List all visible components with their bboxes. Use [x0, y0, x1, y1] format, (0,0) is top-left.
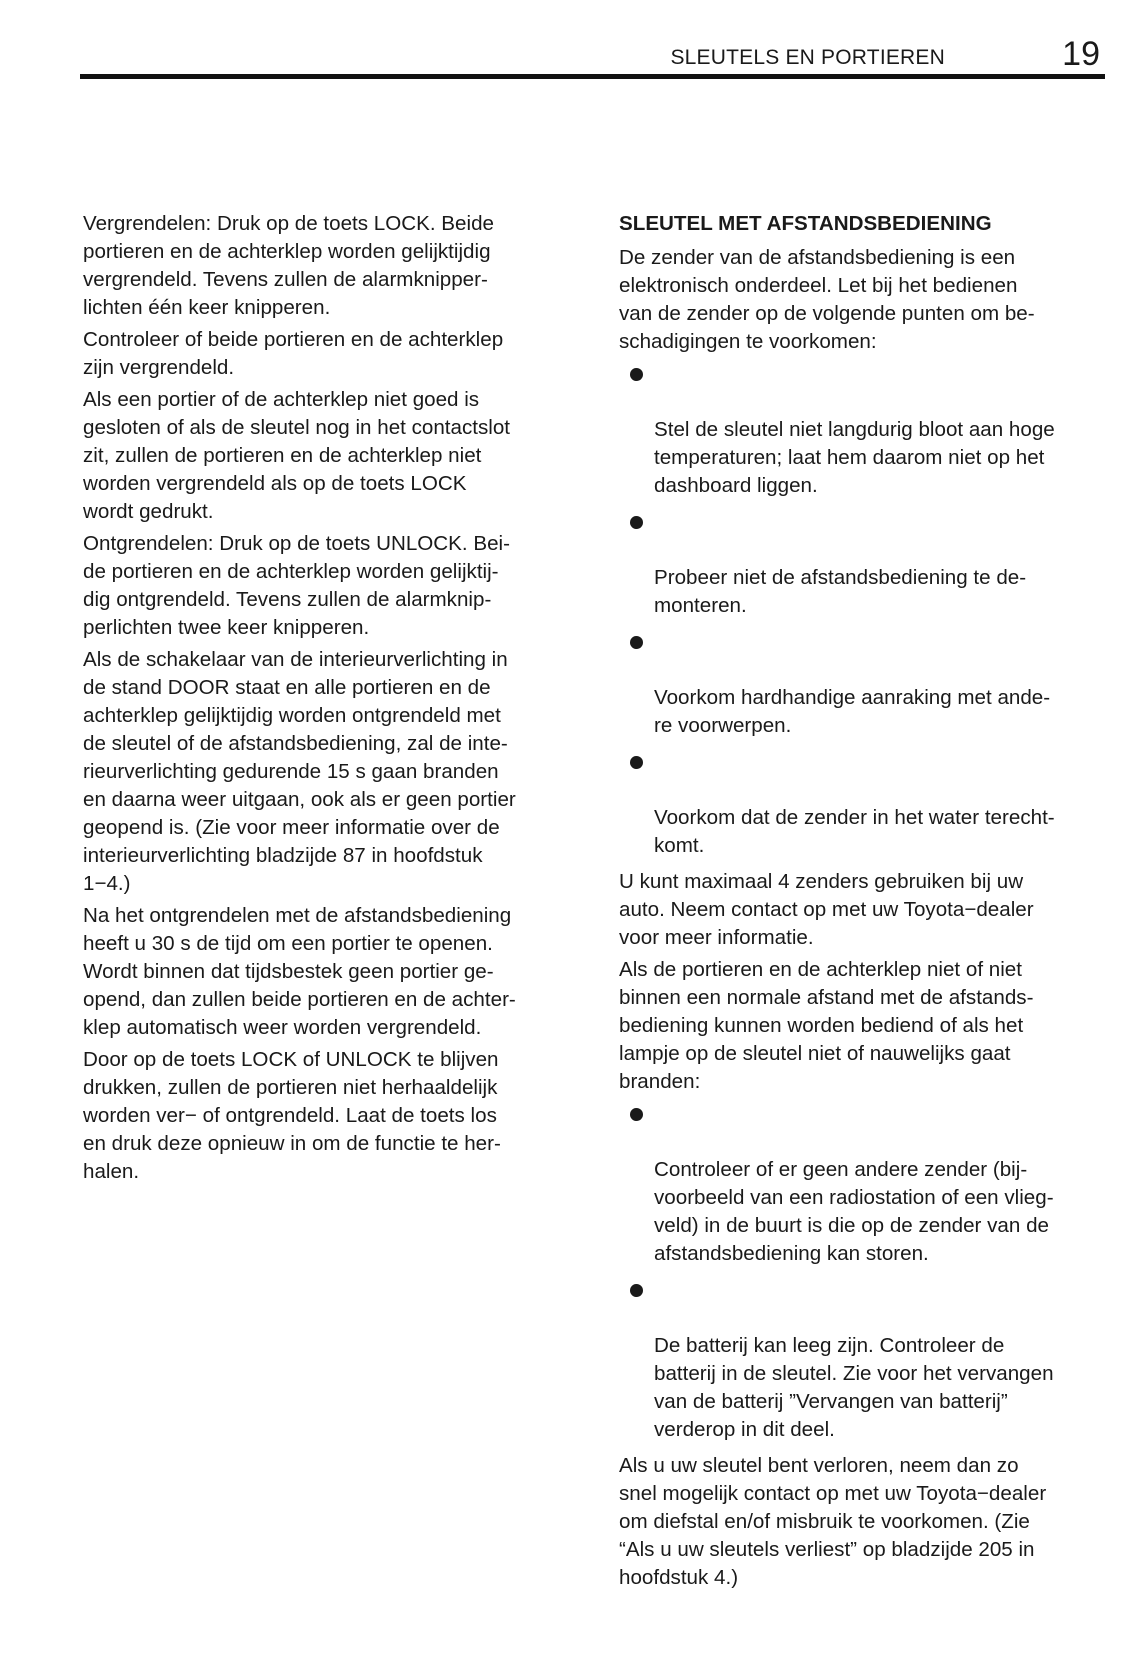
paragraph-hold-button: Door op de toets LOCK of UNLOCK te blijven drukken, zullen de portieren niet herhaaldelijk worden ver− of ontgrendeld. Laat de toets los en druk deze opnieuw in om de functie te her- halen. — [83, 1048, 501, 1183]
paragraph-max-transmitters: U kunt maximaal 4 zenders gebruiken bij uw auto. Neem contact op met uw Toyota−dealer voor meer informatie. — [619, 870, 1034, 949]
bullet-icon — [630, 516, 643, 529]
list-item-text: Stel de sleutel niet langdurig bloot aan hoge temperaturen; laat hem daarom niet op het dashboard liggen. — [654, 418, 1055, 497]
list-item — [619, 628, 1114, 740]
paragraph-not-closed: Als een portier of de achterklep niet goed is gesloten of als de sleutel nog in het contactslot zit, zullen de portieren en de achterklep niet worden vergrendeld als op de toets LOCK wordt gedrukt. — [83, 388, 511, 523]
list-item-text: Probeer niet de afstandsbediening te de- monteren. — [654, 566, 1027, 617]
paragraph-check-locked: Controleer of beide portieren en de achterklep zijn vergrendeld. — [83, 328, 504, 379]
paragraph-lock: Vergrendelen: Druk op de toets LOCK. Beide portieren en de achterklep worden gelijktijdig vergrendeld. Tevens zullen de alarmknipper- lichten één keer knipperen. — [83, 212, 494, 319]
right-column — [619, 210, 1114, 1596]
page-header — [80, 36, 1105, 80]
paragraph-not-operating: Als de portieren en de achterklep niet of niet binnen een normale afstand met de afstands- bediening kunnen worden bediend of als het lampje op de sleutel niet of nauwelijks gaat branden: — [619, 958, 1034, 1093]
left-column — [83, 210, 573, 1190]
page-number: 19 — [1062, 35, 1100, 73]
list-item-text: Voorkom dat de zender in het water terecht- komt. — [654, 806, 1055, 857]
list-item — [619, 1100, 1114, 1268]
list-item — [619, 360, 1114, 500]
list-item — [619, 748, 1114, 860]
paragraph-intro: De zender van de afstandsbediening is een elektronisch onderdeel. Let bij het bedienen van de zender op de volgende punten om be- schadigingen te voorkomen: — [619, 246, 1035, 353]
bullet-icon — [630, 756, 643, 769]
list-item-text: De batterij kan leeg zijn. Controleer de batterij in de sleutel. Zie voor het vervangen van de batterij ”Vervangen van batterij” verderop in dit deel. — [654, 1334, 1054, 1441]
bullet-icon — [630, 368, 643, 381]
bullet-icon — [630, 1284, 643, 1297]
bullet-icon — [630, 636, 643, 649]
list-item — [619, 1276, 1114, 1444]
list-item-text: Controleer of er geen andere zender (bij- voorbeeld van een radiostation of een vlieg- veld) in de buurt is die op de zender van de afstandsbediening kan storen. — [654, 1158, 1054, 1265]
bullet-icon — [630, 1108, 643, 1121]
header-rule — [80, 74, 1105, 79]
section-title: SLEUTELS EN PORTIEREN — [670, 46, 945, 69]
paragraph-auto-relock: Na het ontgrendelen met de afstandsbediening heeft u 30 s de tijd om een portier te openen. Wordt binnen dat tijdsbestek geen portier ge- opend, dan zullen beide portieren en de achter- klep automatisch weer worden vergrendeld. — [83, 904, 516, 1039]
paragraph-unlock: Ontgrendelen: Druk op de toets UNLOCK. Bei- de portieren en de achterklep worden gelijktij- dig ontgrendeld. Tevens zullen de alarmknip- perlichten twee keer knipperen. — [83, 532, 510, 639]
paragraph-lost-key: Als u uw sleutel bent verloren, neem dan zo snel mogelijk contact op met uw Toyota−dealer om diefstal en/of misbruik te voorkomen. (Zie “Als u uw sleutels verliest” op bladzijde 205 in hoofdstuk 4.) — [619, 1454, 1047, 1589]
paragraph-interior-light: Als de schakelaar van de interieurverlichting in de stand DOOR staat en alle portieren en de achterklep gelijktijdig worden ontgrendeld met de sleutel of de afstandsbediening, zal de inte- rieurverlichting gedurende 15 s gaan branden en daarna weer uitgaan, ook als er geen portier geopend is. (Zie voor meer informatie over de interieurverlichting bladzijde 87 in hoofdstuk 1−4.) — [83, 648, 516, 895]
list-item-text: Voorkom hardhandige aanraking met ande- re voorwerpen. — [654, 686, 1051, 737]
section-heading: SLEUTEL MET AFSTANDSBEDIENING — [619, 212, 992, 235]
list-item — [619, 508, 1114, 620]
